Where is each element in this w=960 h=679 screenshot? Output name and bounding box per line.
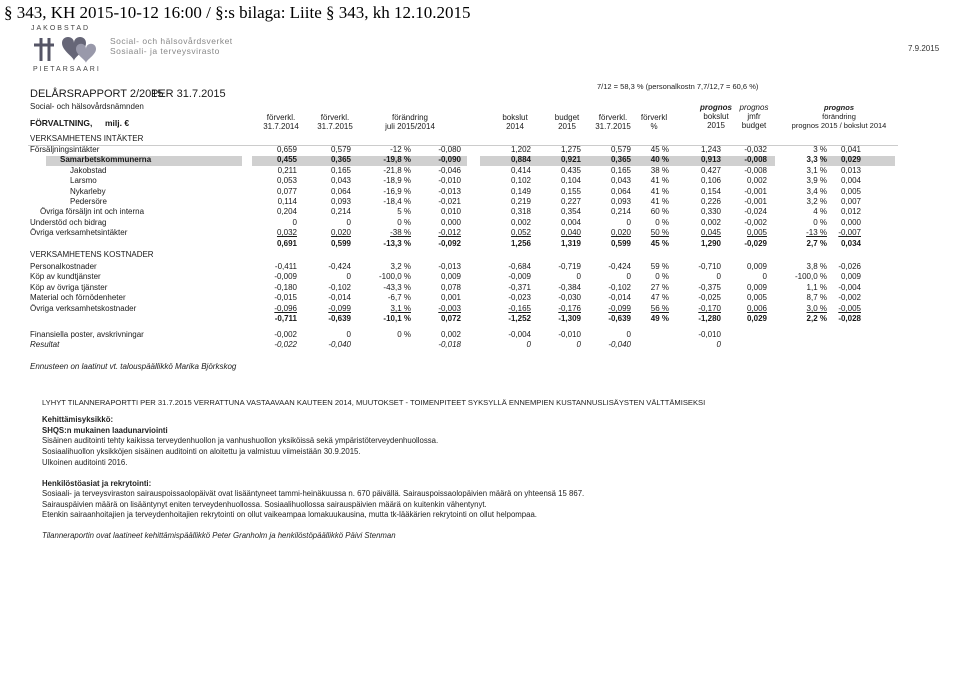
cell-bud: 0,004	[560, 217, 581, 227]
cell-a: 0	[292, 217, 297, 227]
cell-fv: 0	[626, 217, 631, 227]
cell-jmfr: -0,001	[744, 186, 767, 196]
cell-jmfr: 0,006	[746, 303, 767, 313]
cell-prog: -0,010	[698, 330, 721, 339]
cell-jmfr: -0,001	[744, 197, 767, 207]
cell-diff: -0,013	[438, 262, 461, 271]
cell-cp: 3,0 %	[806, 303, 827, 313]
cell-cv: 0,041	[840, 145, 861, 154]
cell-diff: 0,000	[440, 217, 461, 227]
cell-prog: 0,002	[700, 217, 721, 227]
cell-diff: 0,072	[440, 314, 461, 324]
cell-pct: -18,4 %	[383, 197, 411, 207]
cell-cp: 0 %	[813, 217, 827, 227]
cell-diff: -0,003	[438, 303, 461, 313]
cell-fvp: 45 %	[650, 145, 669, 154]
cell-a: 0,204	[276, 207, 297, 217]
dev-unit-heading: Kehittämisyksikkö:	[42, 415, 114, 424]
cell-cv	[827, 330, 861, 340]
shqs-heading: SHQS:n mukainen laadunarviointi	[42, 426, 168, 435]
hr-line-1: Sosiaali- ja terveysviraston sairauspoissaolopäivät ovat lisääntyneet tammi-heinäkuussa n. 670 päivällä. Sairauspoissaolopäivien määrä on yhteensä 15 867.	[42, 489, 585, 498]
cell-cp: 3,8 %	[806, 262, 827, 271]
cell-pct: -6,7 %	[387, 293, 411, 303]
cell-prog: 0,427	[700, 165, 721, 175]
cell-b: -0,102	[328, 282, 351, 292]
cell-fv: -0,102	[608, 282, 631, 292]
cell-pct: 5 %	[397, 207, 411, 217]
cell-label: Övriga verksamhetsintäkter	[30, 228, 128, 238]
cell-a: -0,022	[274, 340, 297, 350]
col-header-prognos-change: prognos förändring prognos 2015 / bokslut 2014	[791, 103, 887, 130]
cell-label: Finansiella poster, avskrivningar	[30, 330, 144, 339]
cell-diff: 0,002	[440, 330, 461, 339]
cell-fvp: 27 %	[650, 282, 669, 292]
cell-prog: 0	[716, 272, 721, 282]
cell-diff: 0,010	[440, 207, 461, 217]
cell-pct: -100,0 %	[378, 272, 411, 282]
cell-bud: 1,275	[560, 145, 581, 154]
table-row	[30, 166, 861, 176]
cell-bud: 0,227	[560, 197, 581, 207]
table-row	[30, 262, 861, 272]
cell-label: Nykarleby	[70, 186, 106, 196]
cell-b: -0,040	[328, 340, 351, 350]
forecast-author-note: Ennusteen on laatinut vt. talouspäällikkö Marika Björkskog	[30, 362, 237, 371]
cell-diff: 0,078	[440, 282, 461, 292]
cell-cp	[767, 340, 827, 350]
cell-pct: 3,1 %	[390, 303, 411, 313]
cell-cp: 2,2 %	[806, 314, 827, 324]
cell-bok: -0,004	[508, 330, 531, 339]
cell-fv: 0,020	[610, 228, 631, 238]
cell-jmfr: -0,024	[744, 207, 767, 217]
cell-cp: 1,1 %	[806, 282, 827, 292]
cell-prog: 1,290	[700, 238, 721, 248]
cell-cp: 2,7 %	[806, 238, 827, 248]
cell-jmfr: 0,009	[746, 282, 767, 292]
cell-pct: -13,3 %	[383, 238, 411, 248]
cell-label: Försäljningsintäkter	[30, 145, 100, 154]
cell-fvp: 45 %	[650, 238, 669, 248]
cell-prog: -0,025	[698, 293, 721, 303]
table-row	[30, 239, 861, 249]
col-header-change: förändring juli 2015/2014	[385, 113, 435, 131]
cell-b: 0,365	[330, 155, 351, 165]
cell-fvp: 47 %	[650, 293, 669, 303]
cell-label	[30, 239, 252, 249]
cell-fvp	[631, 330, 669, 340]
col-header-forverkl-2015b: förverkl. 31.7.2015	[595, 113, 631, 131]
cell-fv: 0,214	[610, 207, 631, 217]
col-header-forverkl-pct: förverkl %	[640, 113, 668, 131]
cell-bok: -0,371	[508, 282, 531, 292]
cell-b: 0	[346, 217, 351, 227]
cell-bud: -0,176	[558, 303, 581, 313]
cell-a: -0,096	[274, 303, 297, 313]
cell-b: 0,599	[330, 238, 351, 248]
cell-fvp: 50 %	[650, 228, 669, 238]
cell-a: 0,211	[277, 165, 297, 175]
cell-pct: -12 %	[390, 145, 411, 154]
cell-label: Övriga försäljn int och interna	[40, 207, 145, 217]
cell-bok: -1,252	[508, 314, 531, 324]
cell-prog: 1,243	[700, 145, 721, 154]
cell-cp: 3,4 %	[806, 186, 827, 196]
table-row	[30, 330, 861, 340]
table-row	[30, 197, 861, 207]
cell-label: Personalkostnader	[30, 262, 97, 271]
cell-bok: -0,009	[508, 272, 531, 282]
cell-prog: 0	[716, 340, 721, 350]
cell-bud: 1,319	[560, 238, 581, 248]
cell-fv: -0,099	[608, 303, 631, 313]
cell-bud: -0,719	[558, 262, 581, 271]
cell-fv: 0,093	[610, 197, 631, 207]
logo-line-2: Sosiaali- ja terveysvirasto	[110, 46, 220, 56]
cell-pct: 3,2 %	[390, 262, 411, 271]
cell-diff: -0,046	[438, 165, 461, 175]
cell-cv: -0,026	[838, 262, 861, 271]
cell-prog: -0,375	[698, 282, 721, 292]
cell-jmfr: -0,008	[744, 165, 767, 175]
cell-bok: 0,884	[510, 155, 531, 165]
cell-a: -0,002	[274, 330, 297, 339]
cell-cp: 4 %	[813, 207, 827, 217]
table-row	[30, 283, 861, 293]
cell-cp: 3,2 %	[806, 197, 827, 207]
cell-bud: -0,384	[558, 282, 581, 292]
report-date: 7.9.2015	[908, 44, 940, 53]
cell-bok: -0,023	[508, 293, 531, 303]
table-row	[30, 207, 861, 217]
cell-jmfr: 0,002	[746, 176, 767, 186]
table-row	[30, 218, 861, 228]
cell-pct: -10,1 %	[383, 314, 411, 324]
cell-b: 0	[346, 330, 351, 339]
report-period: PER 31.7.2015	[151, 88, 226, 100]
cell-bud: 0,354	[560, 207, 581, 217]
logo-city-name-fi: PIETARSAARI	[33, 66, 101, 73]
dev-line-1: Sisäinen auditointi tehty kaikissa terveydenhuollon ja vanhushuollon yksiköissä sekä ympäristöterveydenhuollossa.	[42, 436, 439, 445]
cell-bud: 0,155	[560, 186, 581, 196]
cell-label: Köp av övriga tjänster	[30, 282, 108, 292]
col-header-bokslut: bokslut 2014	[502, 113, 528, 131]
cell-label: Köp av kundtjänster	[30, 272, 101, 282]
cell-bok: -0,165	[508, 303, 531, 313]
cell-pct: 0 %	[397, 330, 411, 339]
cell-cp: -100,0 %	[794, 272, 827, 282]
table-row	[30, 187, 861, 197]
document-header: § 343, KH 2015-10-12 16:00 / §:s bilaga: Liite § 343, kh 12.10.2015	[4, 3, 471, 22]
cell-bud: 0,921	[560, 155, 581, 165]
cell-bud: -0,030	[558, 293, 581, 303]
dev-line-3: Ulkoinen auditointi 2016.	[42, 458, 128, 467]
cell-bok: 0,149	[510, 186, 531, 196]
cell-cv: 0,034	[840, 238, 861, 248]
cell-b: 0,020	[330, 228, 351, 238]
cell-label: Samarbetskommunerna	[60, 155, 152, 165]
cell-label: Larsmo	[70, 176, 97, 186]
income-table	[30, 145, 861, 249]
cell-jmfr: -0,029	[744, 238, 767, 248]
cell-cv: 0,012	[840, 207, 861, 217]
cell-pct: -43,3 %	[383, 282, 411, 292]
cell-label: Resultat	[30, 340, 60, 350]
unit-name: FÖRVALTNING,	[30, 118, 93, 128]
cell-bok: 0,219	[510, 197, 531, 207]
hr-line-2: Sairauspäivien määrä on lisääntynyt eniten terveydenhuollossa. Sosiaalihuollossa sairauspäivien määrä on kuitenkin vähentynyt.	[42, 500, 487, 509]
cell-fvp: 38 %	[650, 165, 669, 175]
cell-cp	[767, 330, 827, 340]
section-costs: VERKSAMHETENS KOSTNADER	[30, 250, 154, 259]
cell-fv: 0	[626, 330, 631, 339]
cell-cv: 0,009	[840, 272, 861, 282]
cell-b: -0,424	[328, 262, 351, 271]
cell-fv: 0,064	[610, 186, 631, 196]
cell-label: Jakobstad	[70, 165, 107, 175]
cell-a: 0,053	[276, 176, 297, 186]
col-header-forverkl-2015: förverkl. 31.7.2015	[317, 113, 353, 131]
cell-prog: 0,106	[700, 176, 721, 186]
cell-jmfr: -0,008	[744, 155, 767, 165]
situation-report-heading: LYHYT TILANNERAPORTTI PER 31.7.2015 VERRATTUNA VASTAAVAAN KAUTEEN 2014, MUUTOKSET - TOIMENPITEET SYKSYLLÄ ENNEMPIEN KUSTANNUSLISÄYSTEN VÄLTTÄMISEKSI	[42, 398, 706, 407]
cell-bok: 0	[526, 340, 531, 350]
table-row	[30, 145, 861, 155]
cell-cv: -0,007	[838, 228, 861, 238]
cell-pct: -21,8 %	[383, 165, 411, 175]
cell-label: Övriga verksamhetskostnader	[30, 303, 137, 313]
cell-a: -0,411	[274, 262, 297, 271]
cell-prog: 0,045	[700, 228, 721, 238]
unit-currency: milj. €	[105, 118, 130, 128]
cell-diff: -0,013	[438, 186, 461, 196]
report-authors: Tilanneraportin ovat laatineet kehittämispäällikkö Peter Granholm ja henkilöstöpäällikkö Päivi Stenman	[42, 531, 396, 540]
financial-table	[30, 330, 861, 351]
cell-fvp: 60 %	[650, 207, 669, 217]
cell-bok: 0,102	[510, 176, 531, 186]
section-income: VERKSAMHETENS INTÄKTER	[30, 134, 144, 143]
col-header-budget: budget 2015	[554, 113, 580, 131]
cell-diff: 0,001	[440, 293, 461, 303]
cell-cp: 8,7 %	[806, 293, 827, 303]
cell-bok: 0,318	[510, 207, 531, 217]
cell-bok: 1,202	[510, 145, 531, 154]
cell-b: 0,579	[330, 145, 351, 154]
cell-diff: -0,010	[438, 176, 461, 186]
cell-bud: 0,435	[560, 165, 581, 175]
cell-pct: -18,9 %	[383, 176, 411, 186]
col-header-forverkl-2014: förverkl. 31.7.2014	[263, 113, 299, 131]
cell-diff: -0,012	[438, 228, 461, 238]
cell-fv: 0,599	[610, 238, 631, 248]
table-row	[30, 272, 861, 282]
cell-jmfr	[721, 340, 767, 350]
cell-fv: 0,043	[610, 176, 631, 186]
cell-cv: -0,005	[838, 303, 861, 313]
cell-cp: -13 %	[806, 228, 827, 238]
col-header-prognos-jmfr: prognos jmfr budget	[739, 103, 769, 130]
cell-fv: 0,579	[610, 145, 631, 154]
cell-diff: -0,018	[438, 340, 461, 350]
cell-bok: 1,256	[510, 238, 531, 248]
dev-line-2: Sosiaalihuollon yksikköjen sisäinen auditointi on aloitettu ja valmistuu viimeistään 30.9.2015.	[42, 447, 361, 456]
cell-bud: -1,309	[558, 314, 581, 324]
cell-bok: 0,052	[510, 228, 531, 238]
cell-fvp: 41 %	[650, 186, 669, 196]
cell-fv: -0,014	[608, 293, 631, 303]
cell-cp: 3,9 %	[806, 176, 827, 186]
cell-cv: -0,002	[838, 293, 861, 303]
costs-table	[30, 262, 861, 324]
cell-pct: -16,9 %	[383, 186, 411, 196]
cell-cv: -0,028	[838, 314, 861, 324]
cell-jmfr: -0,032	[744, 145, 767, 154]
cell-jmfr: 0,029	[746, 314, 767, 324]
hr-heading: Henkilöstöasiat ja rekrytointi:	[42, 479, 152, 488]
cell-cv: -0,004	[838, 282, 861, 292]
cell-b: 0	[346, 272, 351, 282]
cell-prog: 0,913	[700, 155, 721, 165]
report-title: DELÅRSRAPPORT 2/2015	[30, 88, 164, 100]
cell-fvp: 49 %	[650, 314, 669, 324]
cell-diff: -0,090	[438, 155, 461, 165]
cell-prog: -1,280	[698, 314, 721, 324]
cell-fvp: 0 %	[655, 217, 669, 227]
cell-prog: -0,170	[698, 303, 721, 313]
cell-b: -0,014	[328, 293, 351, 303]
cell-cv: 0,000	[840, 217, 861, 227]
cell-pct	[351, 340, 411, 350]
cell-diff: -0,080	[438, 145, 461, 154]
cell-label: Understöd och bidrag	[30, 217, 107, 227]
cell-b: 0,093	[330, 197, 351, 207]
cell-jmfr: -0,002	[744, 217, 767, 227]
cell-cp: 3,1 %	[806, 165, 827, 175]
cell-fvp	[631, 340, 669, 350]
cell-cv: 0,007	[840, 197, 861, 207]
cell-a: -0,180	[274, 282, 297, 292]
ratio-note: 7/12 = 58,3 % (personalkostn 7,7/12,7 = 60,6 %)	[597, 82, 759, 91]
table-row	[30, 293, 861, 303]
cell-cv: 0,004	[840, 176, 861, 186]
cell-cv: 0,029	[840, 155, 861, 165]
cell-fv: -0,639	[608, 314, 631, 324]
cell-bud: 0,104	[560, 176, 581, 186]
cell-prog: 0,154	[700, 186, 721, 196]
cell-jmfr: 0,009	[746, 262, 767, 271]
board-name: Social- och hälsovårdsnämnden	[30, 102, 144, 111]
cell-pct: -38 %	[390, 228, 411, 238]
cell-cp: 3,3 %	[806, 155, 827, 165]
cell-bud: 0	[576, 272, 581, 282]
cell-b: -0,099	[328, 303, 351, 313]
cell-a: 0,659	[276, 145, 297, 154]
cell-bud: -0,010	[558, 330, 581, 339]
cell-fvp: 59 %	[650, 262, 669, 271]
cell-cv	[827, 340, 861, 350]
cell-label: Material och förnödenheter	[30, 293, 126, 303]
cell-fv: -0,040	[608, 340, 631, 350]
cell-prog: 0,330	[700, 207, 721, 217]
cell-fv: -0,424	[608, 262, 631, 271]
logo-line-1: Social- och hälsovårdsverket	[110, 36, 233, 46]
cell-label	[30, 314, 252, 324]
col-header-prognos: prognos bokslut 2015	[700, 103, 732, 130]
cell-pct: -19,8 %	[383, 155, 411, 165]
cell-a: -0,711	[274, 314, 297, 324]
cell-diff: -0,092	[438, 238, 461, 248]
cell-b: 0,043	[330, 176, 351, 186]
cell-b: 0,064	[330, 186, 351, 196]
cell-diff: 0,009	[440, 272, 461, 282]
cell-a: -0,015	[274, 293, 297, 303]
cell-cv: 0,005	[840, 186, 861, 196]
cell-b: 0,214	[330, 207, 351, 217]
cell-fv: 0	[626, 272, 631, 282]
hearts-logo-icon	[32, 33, 102, 65]
cell-prog: -0,710	[698, 262, 721, 271]
cell-a: -0,009	[274, 272, 297, 282]
cell-jmfr: 0,005	[746, 228, 767, 238]
cell-a: 0,691	[276, 238, 297, 248]
cell-fvp: 41 %	[650, 176, 669, 186]
logo-city-name: JAKOBSTAD	[31, 25, 91, 32]
cell-jmfr	[721, 330, 767, 340]
cell-a: 0,032	[276, 228, 297, 238]
cell-pct: 0 %	[397, 217, 411, 227]
cell-fvp: 0 %	[655, 272, 669, 282]
cell-fvp: 40 %	[650, 155, 669, 165]
cell-cv: 0,013	[840, 165, 861, 175]
table-row	[30, 228, 861, 238]
cell-a: 0,114	[277, 197, 297, 207]
cell-jmfr: 0,005	[746, 293, 767, 303]
table-row	[30, 155, 861, 165]
table-row	[30, 304, 861, 314]
cell-bud: 0	[576, 340, 581, 350]
cell-bud: 0,040	[560, 228, 581, 238]
cell-fv: 0,365	[610, 155, 631, 165]
cell-b: 0,165	[330, 165, 351, 175]
cell-label: Pedersöre	[70, 197, 107, 207]
hr-line-3: Etenkin sairaanhoitajien ja terveydenhoitajien rekrytointi on ollut vaikeampaa lomakuukausina, mutta tk-lääkärien rekrytointi on ollut helpompaa.	[42, 510, 537, 519]
cell-bok: 0,002	[510, 217, 531, 227]
cell-fv: 0,165	[610, 165, 631, 175]
cell-a: 0,455	[276, 155, 297, 165]
cell-prog: 0,226	[700, 197, 721, 207]
table-row	[30, 314, 861, 324]
cell-fvp: 41 %	[650, 197, 669, 207]
table-row	[30, 176, 861, 186]
cell-bok: -0,684	[508, 262, 531, 271]
cell-cp: 3 %	[813, 145, 827, 154]
cell-diff: -0,021	[438, 197, 461, 207]
cell-a: 0,077	[276, 186, 297, 196]
cell-bok: 0,414	[510, 165, 531, 175]
cell-fvp: 56 %	[650, 303, 669, 313]
cell-jmfr: 0	[762, 272, 767, 282]
cell-b: -0,639	[328, 314, 351, 324]
table-row	[30, 340, 861, 350]
